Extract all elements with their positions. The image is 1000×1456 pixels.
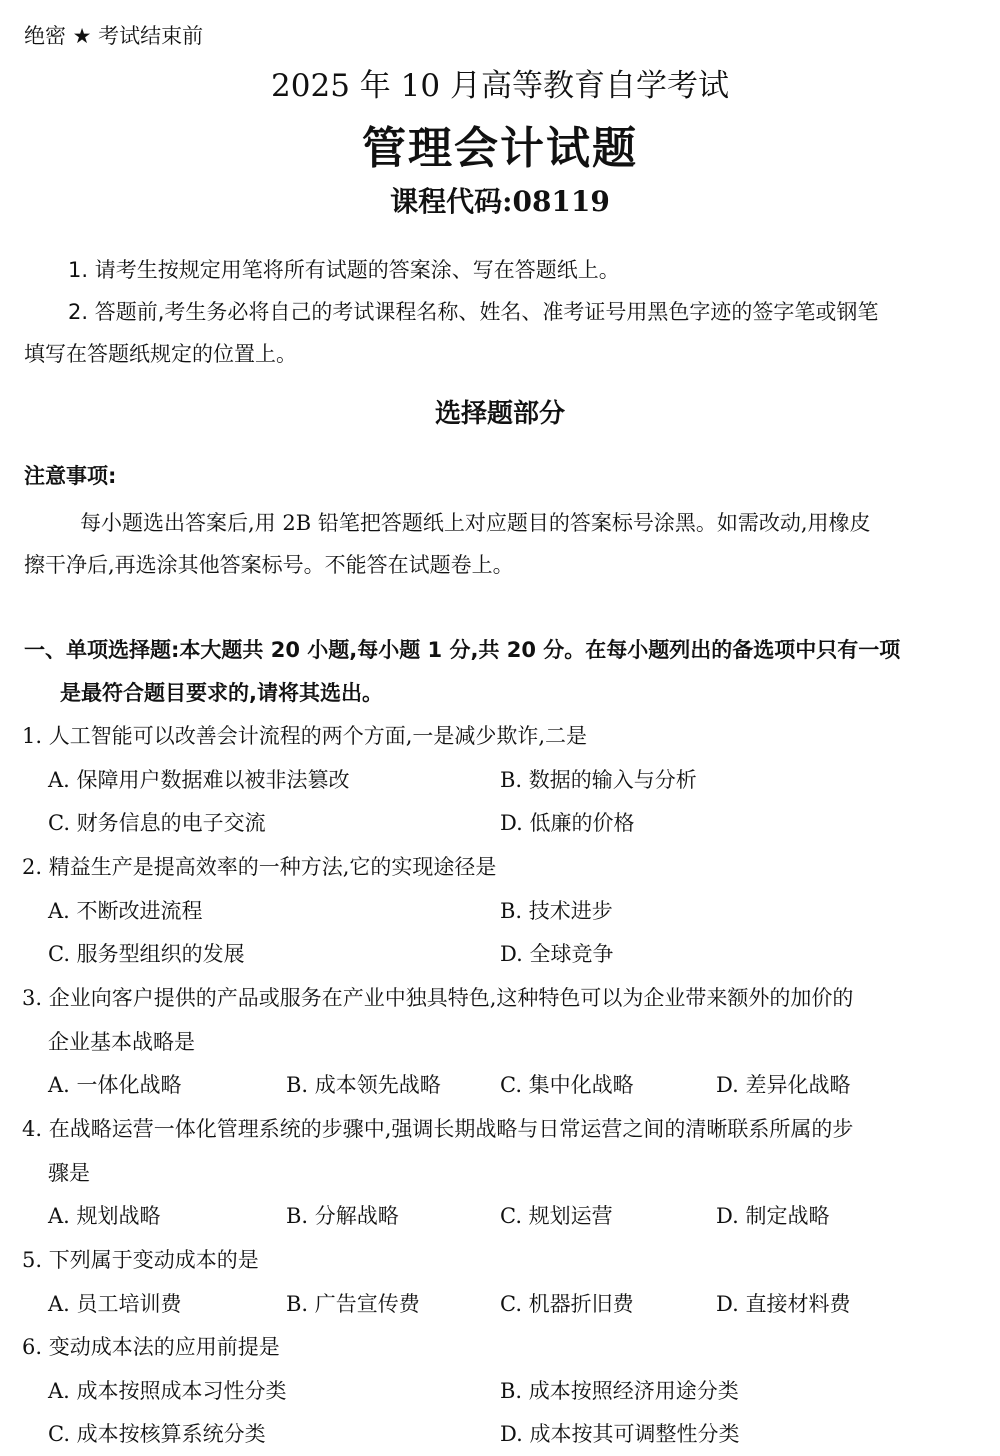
option-c: C. 成本按核算系统分类 (48, 1422, 266, 1446)
part-one-heading-cont: 是最符合题目要求的,请将其选出。 (60, 681, 383, 705)
secret-mark: 绝密 ★ 考试结束前 (24, 24, 204, 48)
option-c: C. 规划运营 (500, 1204, 613, 1228)
option-a: A. 一体化战略 (48, 1073, 182, 1097)
option-d: D. 低廉的价格 (500, 811, 635, 835)
option-d: D. 差异化战略 (716, 1073, 851, 1097)
option-c: C. 服务型组织的发展 (48, 942, 245, 966)
subject-title: 管理会计试题 (362, 123, 638, 174)
option-b: B. 技术进步 (500, 899, 613, 923)
exam-title: 2025 年 10 月高等教育自学考试 (271, 68, 729, 104)
question-stem-cont: 骤是 (48, 1161, 90, 1185)
instruction-1: 1. 请考生按规定用笔将所有试题的答案涂、写在答题纸上。 (68, 258, 620, 282)
course-code: 课程代码:08119 (390, 185, 610, 218)
option-a: A. 成本按照成本习性分类 (48, 1379, 287, 1403)
notice-line-2: 擦干净后,再选涂其他答案标号。不能答在试题卷上。 (24, 553, 514, 577)
question-stem: 3. 企业向客户提供的产品或服务在产业中独具特色,这种特色可以为企业带来额外的加价的 (22, 986, 854, 1010)
option-a: A. 保障用户数据难以被非法篡改 (48, 768, 350, 792)
option-a: A. 员工培训费 (48, 1292, 182, 1316)
option-d: D. 制定战略 (716, 1204, 830, 1228)
notice-line-1: 每小题选出答案后,用 2B 铅笔把答题纸上对应题目的答案标号涂黑。如需改动,用橡皮 (80, 511, 871, 535)
option-b: B. 广告宣传费 (286, 1292, 420, 1316)
option-a: A. 不断改进流程 (48, 899, 203, 923)
question-stem: 6. 变动成本法的应用前提是 (22, 1335, 280, 1359)
question-stem: 4. 在战略运营一体化管理系统的步骤中,强调长期战略与日常运营之间的清晰联系所属的步 (22, 1117, 854, 1141)
option-d: D. 直接材料费 (716, 1292, 851, 1316)
option-d: D. 成本按其可调整性分类 (500, 1422, 740, 1446)
instruction-2-cont: 填写在答题纸规定的位置上。 (24, 342, 297, 366)
option-a: A. 规划战略 (48, 1204, 161, 1228)
option-c: C. 机器折旧费 (500, 1292, 634, 1316)
part-one-heading: 一、单项选择题:本大题共 20 小题,每小题 1 分,共 20 分。在每小题列出的备选项中只有一项 (24, 638, 901, 662)
question-stem: 5. 下列属于变动成本的是 (22, 1248, 259, 1272)
option-b: B. 数据的输入与分析 (500, 768, 697, 792)
option-d: D. 全球竞争 (500, 942, 614, 966)
option-c: C. 集中化战略 (500, 1073, 634, 1097)
question-stem: 1. 人工智能可以改善会计流程的两个方面,一是减少欺诈,二是 (22, 724, 588, 748)
option-b: B. 成本按照经济用途分类 (500, 1379, 739, 1403)
section-title: 选择题部分 (434, 399, 565, 429)
notice-heading: 注意事项: (24, 464, 117, 488)
option-c: C. 财务信息的电子交流 (48, 811, 266, 835)
question-stem-cont: 企业基本战略是 (48, 1030, 195, 1054)
question-stem: 2. 精益生产是提高效率的一种方法,它的实现途径是 (22, 855, 497, 879)
instruction-2: 2. 答题前,考生务必将自己的考试课程名称、姓名、准考证号用黑色字迹的签字笔或钢笔 (68, 300, 879, 324)
option-b: B. 成本领先战略 (286, 1073, 441, 1097)
option-b: B. 分解战略 (286, 1204, 399, 1228)
